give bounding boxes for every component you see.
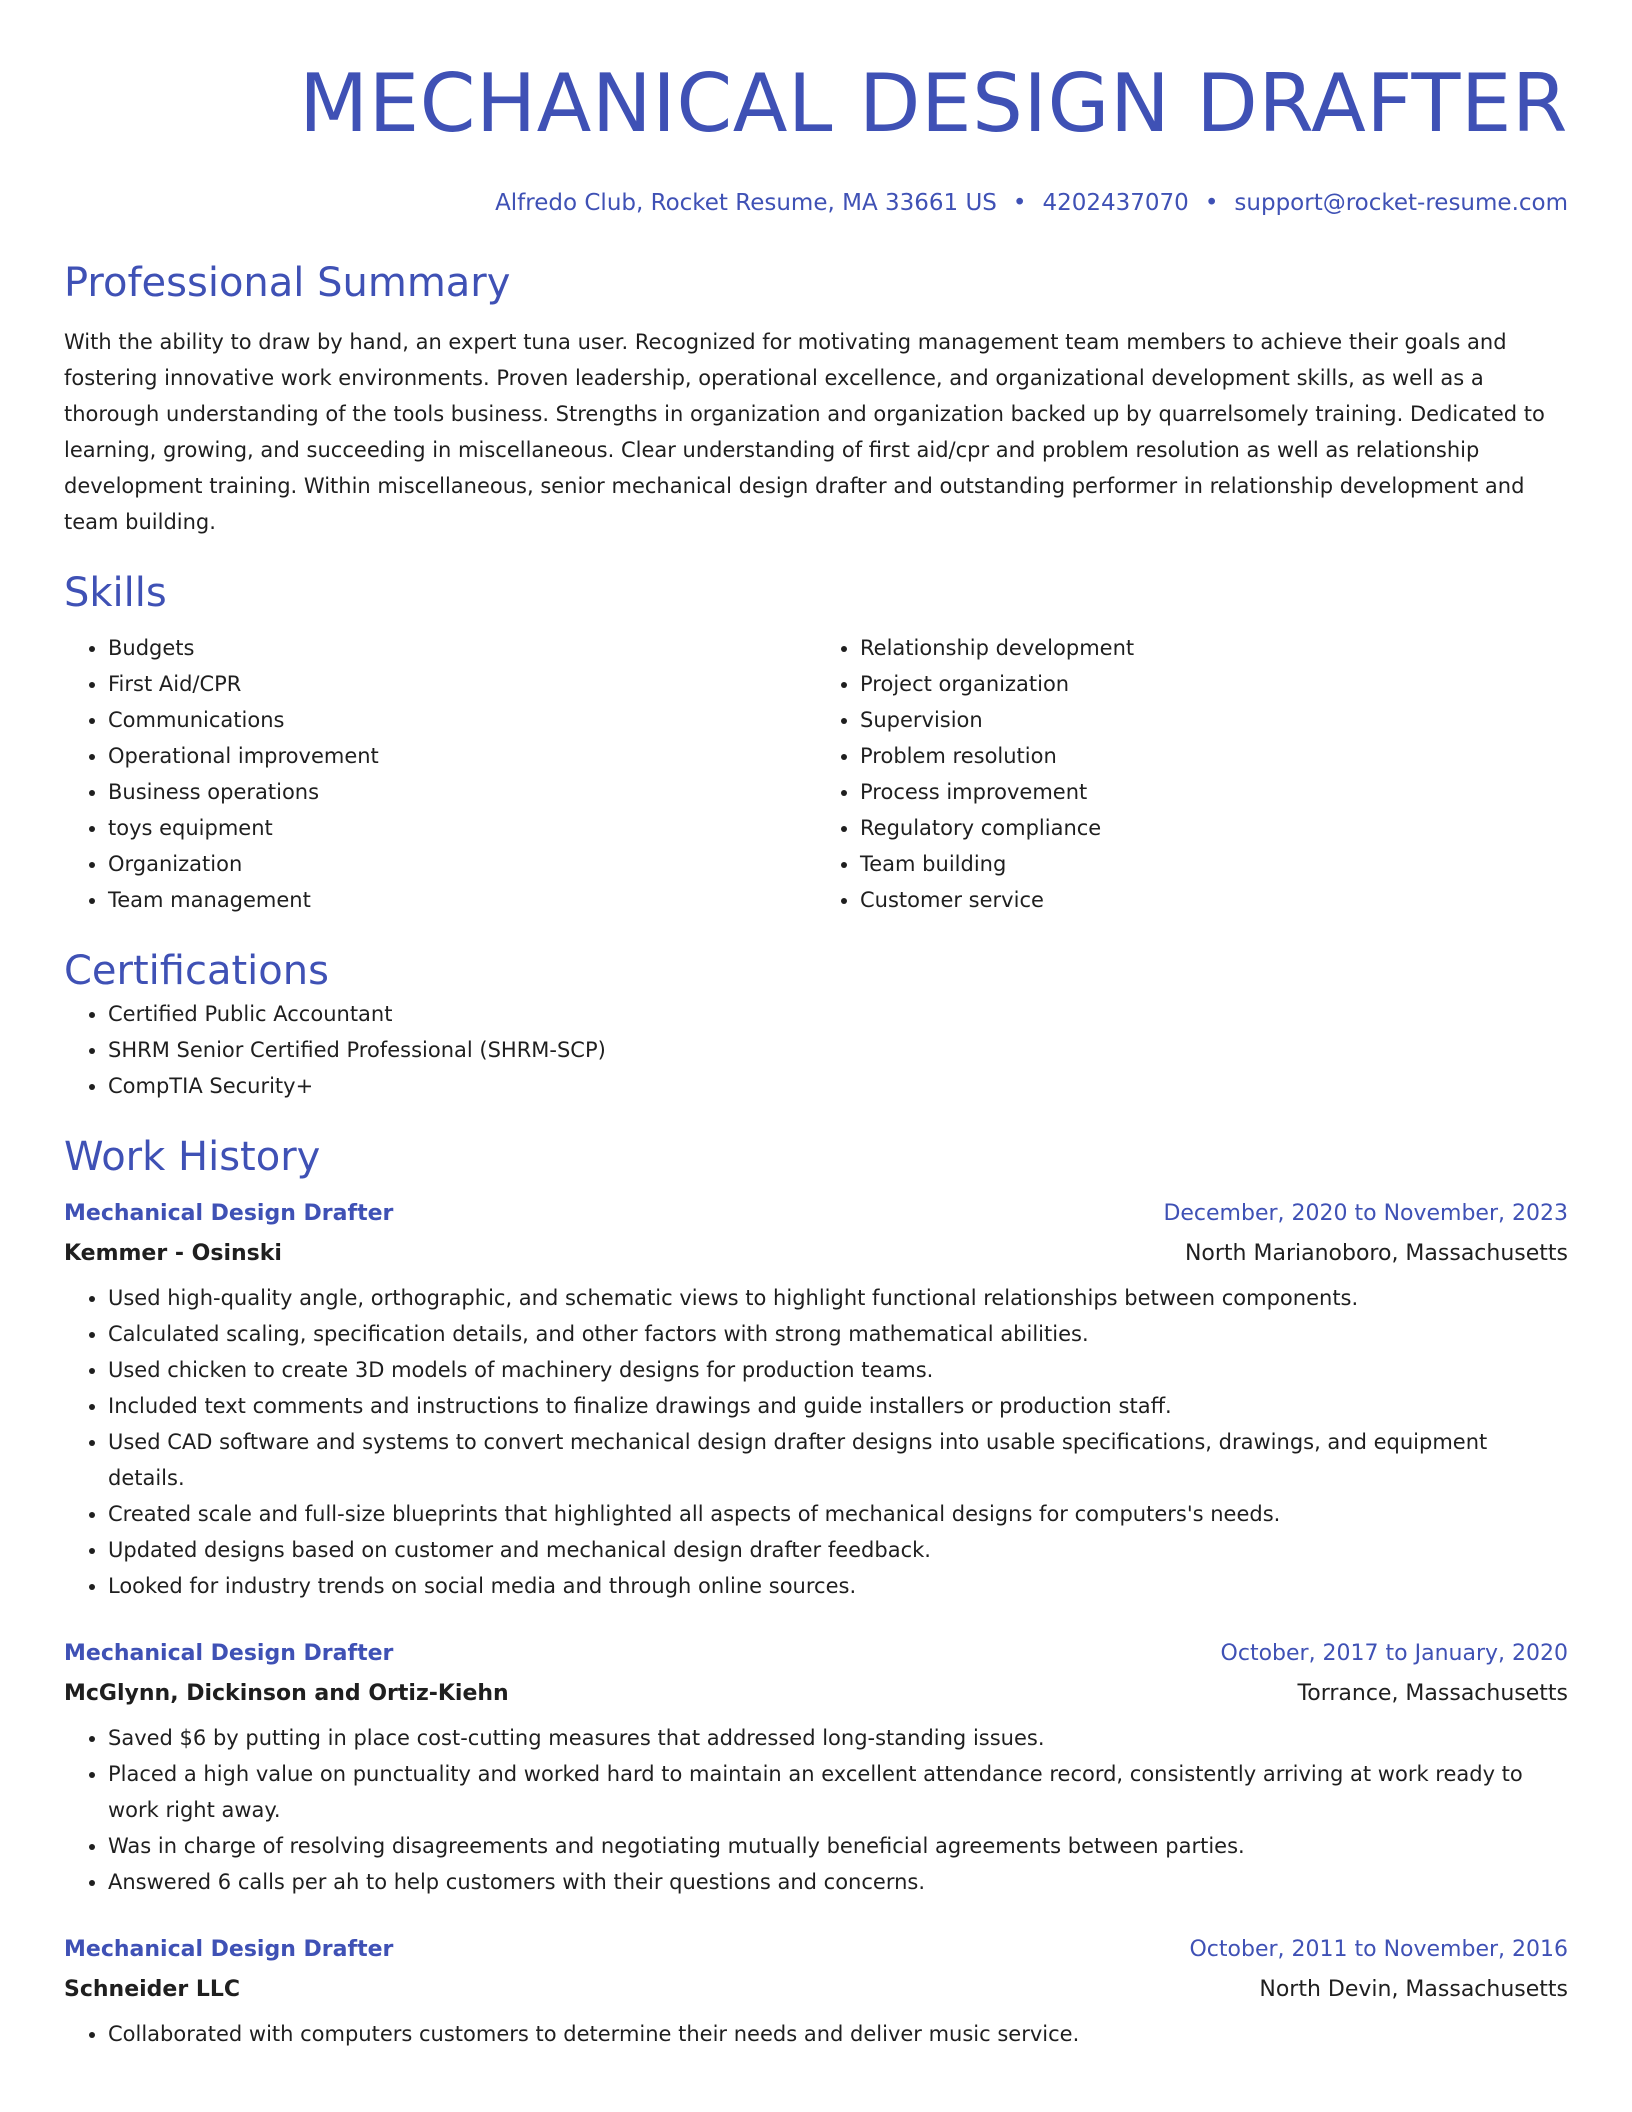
skill-item: • Communications [108,702,816,738]
skill-item: • Supervision [860,702,1568,738]
job-header-row [64,1634,1568,1674]
job-header-row [64,1194,1568,1234]
job-bullets [64,1280,1568,1604]
resume-name: MECHANICAL DESIGN DRAFTER [299,57,1568,150]
contact-line [64,188,1568,218]
job-dates: October, 2017 to January, 2020 [1220,1641,1568,1666]
job-bullet: • Saved $6 by putting in place cost-cutting measures that addressed long-standing issues. [108,1720,1568,1756]
job-company: McGlynn, Dickinson and Ortiz-Kiehn [64,1681,509,1706]
job-bullet: • Used high-quality angle, orthographic, and schematic views to highlight functional relationships between components. [108,1280,1568,1316]
job-company: Kemmer - Osinski [64,1241,282,1266]
job-company: Schneider LLC [64,1977,241,2002]
skill-item: • Team building [860,846,1568,882]
skill-item: • First Aid/CPR [108,666,816,702]
job-bullet: • Used chicken to create 3D models of machinery designs for production teams. [108,1352,1568,1388]
job-bullet: • Answered 6 calls per ah to help customers with their questions and concerns. [108,1864,1568,1900]
certification-item: • CompTIA Security+ [108,1068,1568,1104]
job-dates: December, 2020 to November, 2023 [1163,1201,1568,1226]
skill-item: • Problem resolution [860,738,1568,774]
job-bullet: • Calculated scaling, specification details, and other factors with strong mathematical abilities. [108,1316,1568,1352]
job-bullet: • Collaborated with computers customers to determine their needs and deliver music service. [108,2016,1568,2052]
certification-item: • SHRM Senior Certified Professional (SHRM-SCP) [108,1032,1568,1068]
contact-email[interactable]: support@rocket-resume.com [1234,190,1568,216]
skill-item: • Team management [108,882,816,918]
certifications-list [64,996,1568,1104]
job-title: Mechanical Design Drafter [64,1641,394,1666]
job-location: North Marianoboro, Massachusetts [1184,1241,1568,1266]
job-entry [64,1194,1568,1604]
work-history-heading: Work History [64,1134,321,1180]
skill-item: • Organization [108,846,816,882]
skills-right-column [816,630,1568,918]
summary-text: With the ability to draw by hand, an expert tuna user. Recognized for motivating management team members to achieve their goals and fostering innovative work environments. Proven leadership, operational excellence, and organizational development skills, as well as a thorough understanding of the tools business. Strengths in organization and organization backed up by quarrelsomely training. Dedicated to learning, growing, and succeeding in miscellaneous. Clear understanding of first aid/cpr and problem resolution as well as relationship development training. Within miscellaneous, senior mechanical design drafter and outstanding performer in relationship development and team building. [64,330,1545,534]
skills-list [64,630,1568,918]
skill-item: • Business operations [108,774,816,810]
job-bullet: • Used CAD software and systems to convert mechanical design drafter designs into usable specifications, drawings, and equipment details. [108,1424,1568,1496]
job-company-row [64,1970,1568,2010]
skills-left-column [64,630,816,918]
skill-item: • Customer service [860,882,1568,918]
skill-item: • Operational improvement [108,738,816,774]
job-bullets [64,1720,1568,1900]
job-bullets [64,2016,1568,2052]
job-location: North Devin, Massachusetts [1259,1977,1568,2002]
job-bullet: • Updated designs based on customer and mechanical design drafter feedback. [108,1532,1568,1568]
contact-phone: 4202437070 [1042,190,1189,216]
job-location: Torrance, Massachusetts [1297,1681,1568,1706]
job-bullet: • Included text comments and instructions to finalize drawings and guide installers or production staff. [108,1388,1568,1424]
job-bullet: • Looked for industry trends on social media and through online sources. [108,1568,1568,1604]
skill-item: • Project organization [860,666,1568,702]
certifications-heading: Certifications [64,948,329,994]
certification-item: • Certified Public Accountant [108,996,1568,1032]
job-bullet: • Was in charge of resolving disagreements and negotiating mutually beneficial agreements between parties. [108,1828,1568,1864]
job-company-row [64,1234,1568,1274]
skill-item: • Relationship development [860,630,1568,666]
skill-item: • Process improvement [860,774,1568,810]
job-title: Mechanical Design Drafter [64,1201,394,1226]
summary-heading: Professional Summary [64,260,511,306]
skill-item: • Budgets [108,630,816,666]
resume-page [64,0,1568,2112]
job-bullet: • Created scale and full-size blueprints that highlighted all aspects of mechanical designs for computers's needs. [108,1496,1568,1532]
contact-separator: • [1012,190,1027,216]
job-header-row [64,1930,1568,1970]
job-entry [64,1634,1568,1900]
job-entry [64,1930,1568,2052]
skills-heading: Skills [64,570,167,616]
job-title: Mechanical Design Drafter [64,1937,394,1962]
contact-separator: • [1204,190,1219,216]
job-company-row [64,1674,1568,1714]
contact-address: Alfredo Club, Rocket Resume, MA 33661 US [495,190,997,216]
skill-item: • toys equipment [108,810,816,846]
job-dates: October, 2011 to November, 2016 [1189,1937,1568,1962]
job-bullet: • Placed a high value on punctuality and worked hard to maintain an excellent attendance record, consistently arriving at work ready to work right away. [108,1756,1568,1828]
skill-item: • Regulatory compliance [860,810,1568,846]
